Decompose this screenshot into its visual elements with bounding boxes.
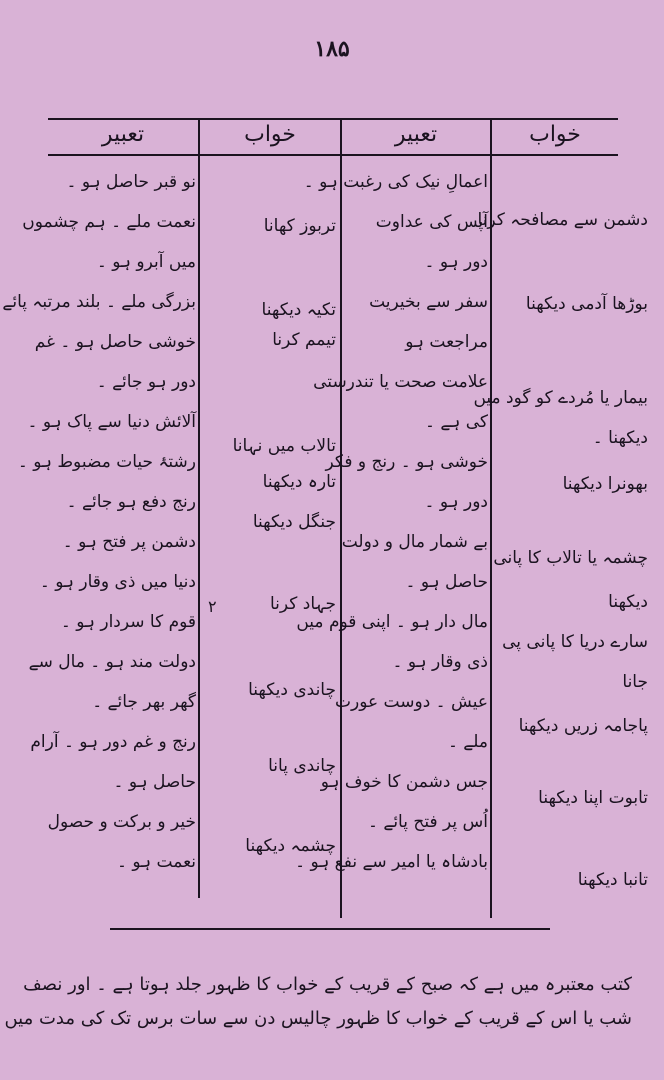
header-tabeer-right: تعبیر xyxy=(394,121,438,147)
khwab-line: تانبا دیکھنا xyxy=(577,870,648,890)
khwab-line: بوڑھا آدمی دیکھنا xyxy=(525,294,648,314)
tabeer-line: نعمت ملے ۔ ہم چشموں xyxy=(22,212,196,232)
tabeer-line: بے شمار مال و دولت xyxy=(341,532,488,552)
tabeer-line: جس دشمن کا خوف ہو xyxy=(320,772,488,792)
footer-line: کتب معتبرہ میں ہے کہ صبح کے قریب کے خواب کا ظہور جلد ہوتا ہے ۔ اور نصف xyxy=(23,974,632,995)
khwab-line: تیمم کرنا xyxy=(272,330,336,350)
tabeer-line: رشتۂ حیات مضبوط ہو ۔ xyxy=(17,452,196,472)
tabeer-line: دور ہو ۔ xyxy=(424,252,488,272)
tabeer-line: نعمت ہو ۔ xyxy=(117,852,196,872)
tabeer-line: علامت صحت یا تندرستی xyxy=(313,372,488,392)
khwab-line: تابوت اپنا دیکھنا xyxy=(538,788,648,808)
khwab-line: جانا xyxy=(622,672,648,692)
tabeer-line: عیش ۔ دوست عورت xyxy=(335,692,488,712)
margin-marker: ۲ xyxy=(208,597,217,616)
tabeer-line: بزرگی ملے ۔ بلند مرتبہ پائے xyxy=(2,292,196,312)
column-divider-2 xyxy=(340,118,342,918)
tabeer-line: آپس کی عداوت xyxy=(375,212,488,232)
khwab-line: پاجامہ زریں دیکھنا xyxy=(518,716,648,736)
tabeer-line: رنج و غم دور ہو ۔ آرام xyxy=(30,732,196,752)
tabeer-line: قوم کا سردار ہو ۔ xyxy=(60,612,196,632)
khwab-line: جہاد کرنا xyxy=(269,594,336,614)
khwab-line: بھونرا دیکھنا xyxy=(562,474,648,494)
column-divider-3 xyxy=(490,118,492,918)
tabeer-line: سفر سے بخیریت xyxy=(369,292,488,312)
tabeer-line: اعمالِ نیک کی رغبت ہو ۔ xyxy=(303,172,488,192)
tabeer-line: اُس پر فتح پائے ۔ xyxy=(368,812,488,832)
tabeer-line: دولت مند ہو ۔ مال سے xyxy=(28,652,196,672)
khwab-line: سارے دریا کا پانی پی xyxy=(502,632,648,652)
tabeer-line: نو قبر حاصل ہو ۔ xyxy=(66,172,196,192)
header-khwab-right: خواب xyxy=(529,121,581,147)
tabeer-line: مراجعت ہو xyxy=(405,332,488,352)
khwab-line: چاندی دیکھنا xyxy=(248,680,336,700)
header-tabeer-left: تعبیر xyxy=(101,121,145,147)
tabeer-line: حاصل ہو ۔ xyxy=(405,572,488,592)
khwab-line: تکیہ دیکھنا xyxy=(261,300,336,320)
khwab-line: دیکھنا ۔ xyxy=(592,428,648,448)
tabeer-line: رنج دفع ہو جائے ۔ xyxy=(66,492,196,512)
khwab-line: تالاب میں نہانا xyxy=(232,436,336,456)
khwab-line: چشمہ دیکھنا xyxy=(245,836,336,856)
tabeer-line: گھر بھر جائے ۔ xyxy=(92,692,196,712)
khwab-line: تربوز کھانا xyxy=(263,216,336,236)
header-khwab-left: خواب xyxy=(244,121,296,147)
tabeer-line: میں آبرو ہو ۔ xyxy=(96,252,196,272)
tabeer-line: ملے ۔ xyxy=(447,732,488,752)
khwab-line: تارہ دیکھنا xyxy=(262,472,336,492)
tabeer-line: خوشی ہو ۔ رنج و فکر xyxy=(325,452,488,472)
footer-text xyxy=(4,968,632,1048)
tabeer-line: خوشی حاصل ہو ۔ غم xyxy=(34,332,196,352)
tabeer-line: آلائش دنیا سے پاک ہو ۔ xyxy=(27,412,196,432)
column-divider-1 xyxy=(198,118,200,898)
khwab-line: دشمن سے مصافحہ کرنا xyxy=(477,210,648,230)
khwab-line: چاندی پانا xyxy=(268,756,336,776)
tabeer-line: دور ہو جائے ۔ xyxy=(96,372,196,392)
tabeer-line: خیر و برکت و حصول xyxy=(47,812,196,832)
khwab-line: چشمہ یا تالاب کا پانی xyxy=(493,548,648,568)
khwab-line: جنگل دیکھنا xyxy=(252,512,336,532)
table-bottom-rule xyxy=(110,928,550,930)
tabeer-line: دنیا میں ذی وقار ہو ۔ xyxy=(39,572,196,592)
table-header-rule xyxy=(48,154,618,156)
footer-line: شب یا اس کے قریب کے خواب کا ظہور چالیس دن سے سات برس تک کی مدت میں xyxy=(4,1008,632,1029)
khwab-line: بیمار یا مُردے کو گود میں xyxy=(473,388,648,408)
tabeer-line: حاصل ہو ۔ xyxy=(113,772,196,792)
khwab-line: دیکھنا xyxy=(608,592,648,612)
tabeer-line: کی ہے ۔ xyxy=(425,412,488,432)
tabeer-line: دور ہو ۔ xyxy=(424,492,488,512)
page-number: ۱۸۵ xyxy=(314,36,350,62)
tabeer-line: دشمن پر فتح ہو ۔ xyxy=(62,532,196,552)
tabeer-line: مال دار ہو ۔ اپنی قوم میں xyxy=(296,612,488,632)
tabeer-line: ذی وقار ہو ۔ xyxy=(392,652,488,672)
tabeer-line: بادشاہ یا امیر سے نفع ہو ۔ xyxy=(295,852,488,872)
